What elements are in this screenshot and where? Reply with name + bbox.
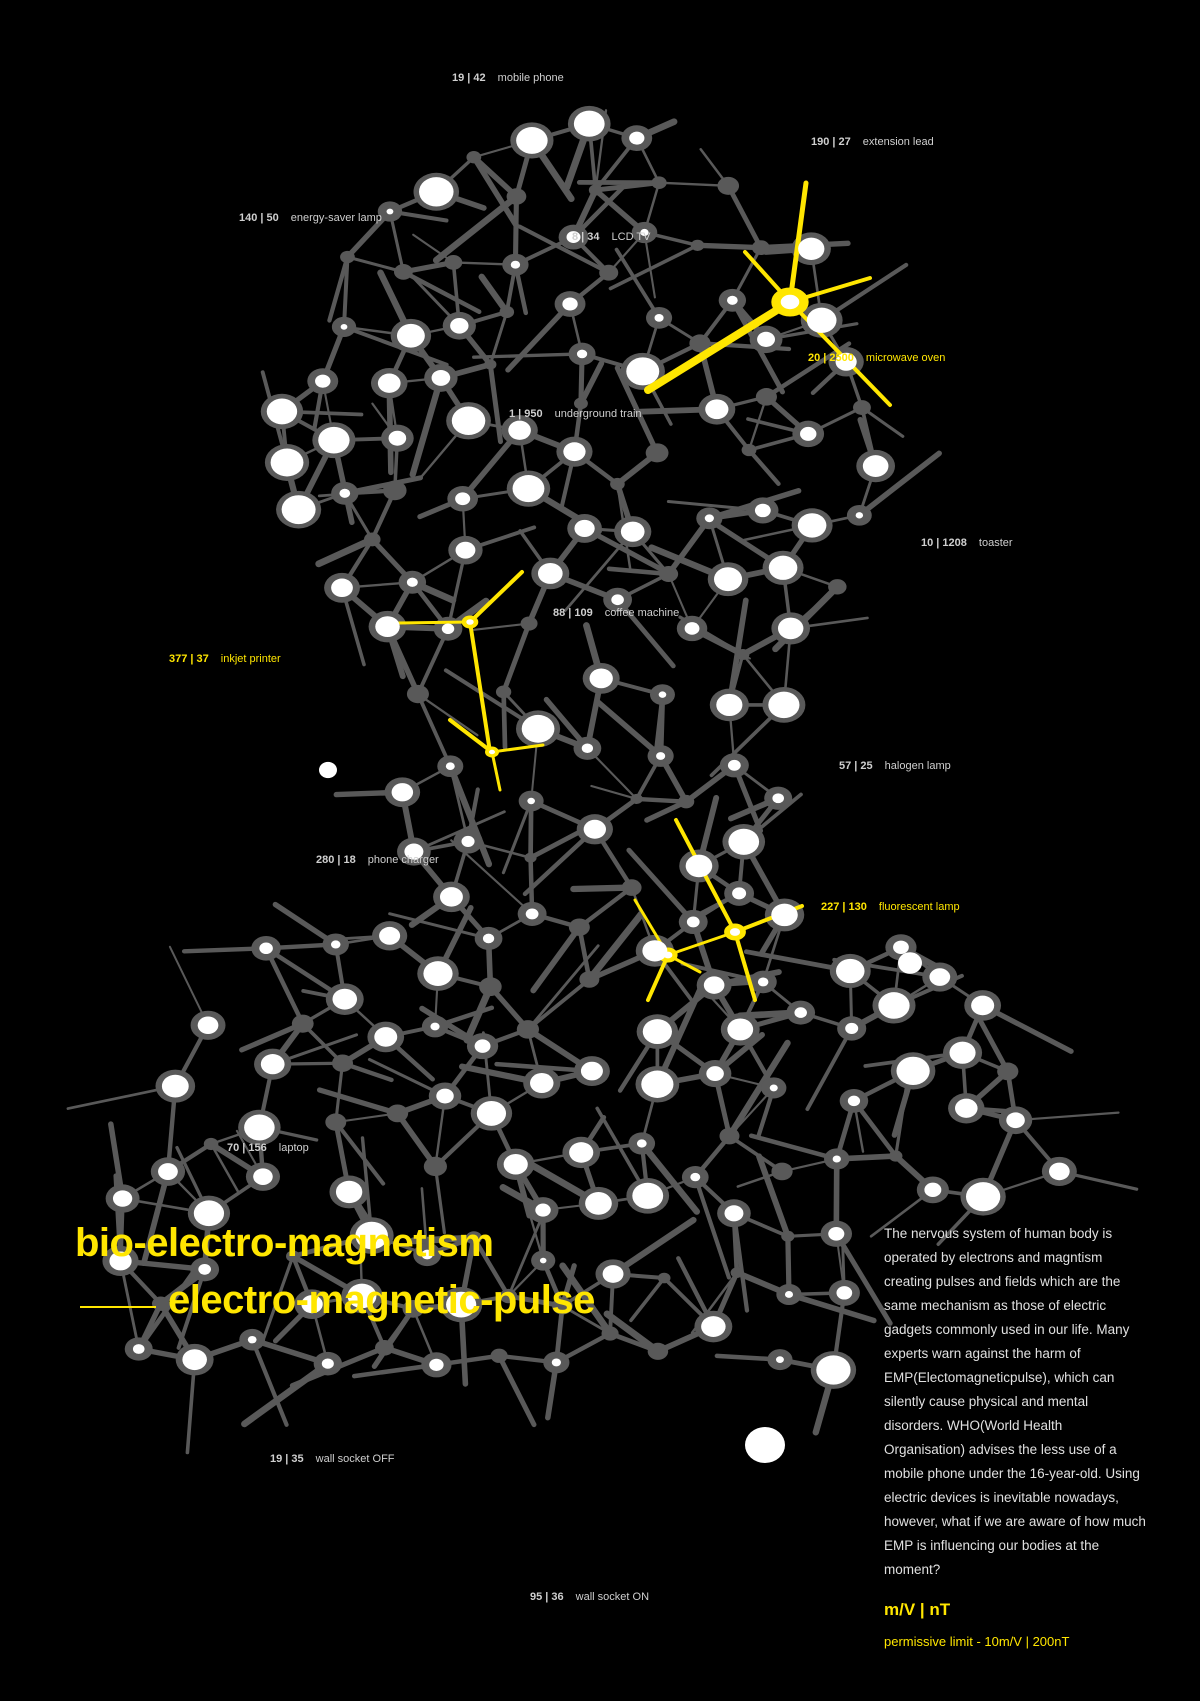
dendrite-line (977, 1014, 1008, 1071)
neuron-body (717, 177, 739, 195)
dendrite-line (503, 801, 531, 873)
cell-nucleus (966, 1182, 1000, 1211)
cell-nucleus (513, 475, 545, 502)
neuron-body (479, 977, 502, 996)
neuron-body (678, 795, 694, 809)
cell-nucleus (863, 455, 889, 477)
neuron-body (646, 443, 669, 462)
permissive-limit: permissive limit - 10m/V | 200nT (884, 1634, 1070, 1649)
cell-nucleus (656, 752, 665, 760)
cell-nucleus (198, 1016, 219, 1034)
cell-nucleus (655, 314, 664, 322)
label-phone-charger: 280 | 18 phone charger (316, 854, 439, 866)
cell-nucleus (562, 297, 577, 310)
cell-nucleus (755, 504, 771, 517)
label-wall-socket-on: 95 | 36 wall socket ON (530, 1591, 650, 1603)
label-laptop: 70 | 156 laptop (227, 1142, 309, 1154)
cell-nucleus (530, 1073, 554, 1093)
label-coffee-machine: 88 | 109 coffee machine (553, 607, 680, 619)
cell-nucleus (585, 1192, 612, 1215)
cell-nucleus (1049, 1163, 1070, 1181)
neuron-body (651, 176, 666, 189)
highlight-nucleus (489, 749, 496, 755)
cell-nucleus (267, 399, 297, 425)
dendrite-line (751, 1136, 837, 1159)
cell-nucleus (816, 1355, 850, 1384)
cell-nucleus (705, 514, 714, 522)
cell-nucleus (798, 238, 824, 260)
cell-nucleus (621, 522, 645, 542)
cell-nucleus (687, 917, 700, 928)
cell-nucleus (848, 1096, 860, 1106)
cell-nucleus (758, 977, 769, 986)
cell-nucleus (794, 1007, 807, 1018)
label-toaster: 10 | 1208 toaster (921, 537, 1013, 549)
cell-nucleus (798, 513, 827, 537)
cell-nucleus (455, 492, 470, 505)
neuron-body (589, 185, 602, 196)
cell-nucleus (807, 308, 837, 333)
neuron-body (407, 685, 429, 703)
neuron-body (340, 251, 355, 263)
cell-nucleus (133, 1344, 145, 1354)
cell-nucleus (374, 1027, 397, 1047)
cell-nucleus (432, 370, 451, 386)
connection-line (698, 245, 761, 247)
cell-nucleus (757, 332, 775, 347)
cell-nucleus (483, 934, 494, 944)
cell-nucleus (508, 421, 531, 440)
cell-nucleus (776, 1356, 784, 1363)
dendrite-line (320, 1090, 398, 1113)
title-line-1: bio-electro-magnetism (75, 1221, 494, 1265)
cell-nucleus (332, 989, 357, 1010)
neuron-body (325, 1113, 346, 1130)
label-lcd-tv: 8 | 34 LCD TV (572, 231, 651, 243)
floating-cell (319, 762, 337, 778)
cell-nucleus (949, 1042, 975, 1064)
label-halogen-lamp: 57 | 25 halogen lamp (839, 760, 951, 772)
neuron-body (781, 1231, 794, 1242)
neuron-body (332, 1054, 353, 1071)
cell-nucleus (971, 996, 994, 1016)
cell-nucleus (1006, 1112, 1025, 1128)
connection-line (728, 186, 761, 248)
cell-nucleus (397, 324, 425, 348)
cell-nucleus (785, 1291, 793, 1298)
cell-nucleus (584, 820, 606, 839)
connection-line (504, 624, 529, 692)
units-legend: m/V | nT (884, 1600, 951, 1619)
cell-nucleus (322, 1359, 334, 1369)
neuron-body (517, 1020, 539, 1039)
cell-nucleus (259, 943, 273, 955)
cell-nucleus (924, 1183, 941, 1197)
cell-nucleus (769, 556, 798, 580)
label-wall-socket-off: 19 | 35 wall socket OFF (270, 1453, 395, 1465)
neuron-body (828, 579, 846, 594)
highlight-branch (398, 622, 470, 623)
cell-nucleus (538, 563, 563, 584)
cell-nucleus (339, 489, 350, 498)
cell-nucleus (629, 132, 644, 145)
cell-nucleus (446, 762, 455, 770)
dendrite-line (611, 245, 698, 288)
cell-nucleus (158, 1163, 178, 1180)
neuron-body (736, 649, 749, 660)
neuron-body (889, 1150, 902, 1161)
cell-nucleus (728, 829, 759, 855)
cell-nucleus (727, 296, 738, 305)
cell-nucleus (768, 692, 799, 719)
highlight-branch (492, 752, 500, 790)
cell-nucleus (452, 407, 486, 435)
cell-nucleus (643, 1019, 672, 1044)
label-fluorescent-lamp: 227 | 130 fluorescent lamp (821, 901, 960, 913)
neuron-body (424, 1157, 447, 1176)
cell-nucleus (955, 1099, 978, 1118)
cell-nucleus (113, 1190, 132, 1206)
neuron-body (599, 265, 618, 281)
cell-nucleus (540, 1258, 547, 1264)
highlight-nucleus (466, 619, 474, 626)
cell-nucleus (442, 623, 454, 634)
neuron-body (997, 1063, 1018, 1081)
cell-nucleus (282, 495, 316, 524)
neuron-body (579, 971, 599, 988)
highlight-branch (470, 572, 522, 622)
cell-nucleus (590, 668, 613, 688)
neuron-body (525, 853, 537, 863)
label-mobile-phone: 19 | 42 mobile phone (452, 72, 564, 84)
cell-nucleus (429, 1359, 443, 1371)
neuron-body (292, 1015, 314, 1033)
neuron-body (731, 1267, 744, 1278)
cell-nucleus (690, 1173, 700, 1181)
dendrite-line (533, 927, 579, 990)
cell-nucleus (456, 542, 476, 559)
cell-nucleus (475, 1039, 491, 1052)
cell-nucleus (248, 1336, 257, 1343)
cell-nucleus (728, 760, 741, 771)
floating-cell (898, 952, 922, 974)
cell-nucleus (271, 449, 304, 477)
neuron-body (658, 1273, 671, 1284)
cell-nucleus (706, 1066, 724, 1081)
cell-nucleus (331, 579, 353, 597)
cell-nucleus (522, 715, 555, 743)
neuron-body (602, 1326, 619, 1340)
cell-nucleus (771, 904, 798, 927)
cell-nucleus (896, 1057, 929, 1085)
cell-nucleus (430, 1023, 439, 1031)
cell-nucleus (637, 1139, 647, 1147)
dendrite-line (631, 1278, 664, 1320)
dendrite-line (598, 702, 661, 756)
cell-nucleus (836, 959, 865, 983)
cell-nucleus (611, 594, 624, 605)
cell-nucleus (582, 743, 593, 753)
cell-nucleus (714, 567, 742, 591)
cell-nucleus (563, 442, 585, 461)
neuron-body (631, 794, 643, 804)
cell-nucleus (800, 427, 816, 441)
cell-nucleus (828, 1227, 844, 1241)
neuron-body (394, 264, 413, 280)
cell-nucleus (836, 1286, 852, 1299)
neuron-body (742, 444, 757, 456)
neuron-body (569, 918, 590, 935)
dendrite-line (244, 1364, 327, 1424)
cell-nucleus (331, 940, 340, 948)
neuron-body (691, 240, 705, 251)
cell-nucleus (387, 209, 394, 215)
neuron-body (152, 1296, 169, 1310)
cell-nucleus (535, 1204, 550, 1217)
neuron-body (375, 1340, 394, 1356)
dendrite-line (499, 1356, 534, 1425)
neuron-body (484, 359, 496, 369)
cell-nucleus (659, 691, 667, 697)
cell-nucleus (845, 1023, 858, 1034)
cell-nucleus (878, 992, 909, 1019)
highlight-branch (735, 932, 755, 1000)
cell-nucleus (603, 1265, 624, 1283)
floating-cell (745, 1427, 785, 1463)
neuron-body (383, 481, 407, 501)
neuron-body (853, 400, 871, 415)
cell-nucleus (253, 1168, 273, 1185)
title-line-2: electro-magnetic-pulse (168, 1278, 595, 1322)
neuron-body (507, 188, 527, 204)
cell-nucleus (318, 427, 349, 454)
cell-nucleus (685, 622, 700, 635)
connection-line (579, 888, 631, 928)
label-microwave-oven: 20 | 2500 microwave oven (808, 352, 946, 364)
cell-nucleus (642, 940, 667, 961)
cell-nucleus (419, 177, 454, 206)
cell-nucleus (704, 976, 725, 994)
dendrite-line (749, 450, 778, 484)
dendrite-line (482, 277, 507, 312)
neuron-body (756, 388, 777, 406)
neuron-body (387, 1104, 408, 1122)
cell-nucleus (626, 357, 659, 385)
cell-nucleus (527, 798, 535, 804)
cell-nucleus (552, 1359, 561, 1367)
label-extension-lead: 190 | 27 extension lead (811, 136, 934, 148)
cell-nucleus (182, 1349, 207, 1370)
title-rule (80, 1306, 156, 1308)
cell-nucleus (261, 1054, 285, 1074)
cell-nucleus (477, 1101, 506, 1126)
cell-nucleus (450, 318, 468, 334)
cell-nucleus (632, 1183, 663, 1209)
neuron-body (648, 1343, 669, 1360)
cell-nucleus (686, 855, 713, 878)
cell-nucleus (379, 927, 400, 945)
neuron-body (719, 1128, 739, 1145)
cell-nucleus (770, 1085, 778, 1092)
neuron-body (466, 151, 481, 163)
dendrite-line (474, 354, 582, 357)
highlight-nucleus (780, 294, 800, 309)
cell-nucleus (341, 324, 348, 330)
cell-nucleus (577, 350, 587, 359)
cell-nucleus (244, 1114, 275, 1140)
cell-nucleus (574, 111, 605, 137)
cell-nucleus (375, 616, 399, 637)
neuron-body (521, 616, 538, 630)
cell-nucleus (336, 1181, 362, 1203)
cell-nucleus (511, 261, 520, 269)
highlight-nucleus (729, 928, 740, 937)
cell-nucleus (778, 618, 803, 640)
cell-nucleus (436, 1089, 453, 1104)
cell-nucleus (701, 1316, 726, 1337)
cell-nucleus (461, 836, 474, 847)
neuron-body (496, 685, 511, 698)
cell-nucleus (856, 512, 863, 518)
neuron-body (444, 255, 462, 270)
label-energy-saver-lamp: 140 | 50 energy-saver lamp (239, 212, 382, 224)
cell-nucleus (727, 1018, 753, 1040)
label-inkjet-printer: 377 | 37 inkjet printer (169, 653, 281, 665)
cell-nucleus (929, 968, 950, 986)
neuron-body (610, 478, 625, 490)
neuron-body (771, 1163, 792, 1181)
cell-nucleus (389, 431, 407, 446)
cell-nucleus (716, 694, 742, 716)
cell-nucleus (705, 399, 728, 419)
neuron-body (622, 879, 642, 896)
cell-nucleus (378, 374, 401, 393)
cell-nucleus (732, 887, 746, 899)
cell-nucleus (162, 1075, 189, 1098)
cell-nucleus (581, 1062, 603, 1081)
neuron-body (659, 566, 678, 582)
cell-nucleus (423, 961, 452, 986)
neuron-body (752, 240, 770, 255)
dendrite-line (504, 692, 505, 747)
cell-nucleus (574, 520, 594, 537)
cell-nucleus (724, 1205, 743, 1221)
cell-nucleus (893, 941, 909, 954)
cell-nucleus (315, 375, 330, 388)
cell-nucleus (833, 1155, 841, 1162)
cell-nucleus (526, 908, 539, 919)
cell-nucleus (569, 1142, 593, 1163)
dendrite-line (490, 364, 500, 441)
cell-nucleus (392, 783, 414, 801)
neuron-body (499, 306, 514, 318)
cell-nucleus (440, 887, 463, 906)
cell-nucleus (641, 1071, 673, 1098)
neuron-body (204, 1138, 219, 1150)
cell-nucleus (516, 127, 548, 154)
neuron-body (364, 532, 381, 546)
neuron-body (491, 1349, 508, 1363)
cell-nucleus (504, 1154, 528, 1175)
label-underground-train: 1 | 950 underground train (509, 408, 642, 420)
cell-nucleus (772, 793, 784, 803)
description-text: The nervous system of human body is operated by electrons and magntism creating pulses and fields which are the same mechanism as those of electric gadgets commonly used in our life. Many experts warn against the harm of EMP(Electomagneticpulse), which can silently cause physical and mental disorders. WHO(World Health Organisation) advises the less use of a mobile phone under the 16-year-old. Using electric devices is inevitable nowadays, however, what if we are aware of how much EMP is influencing our bodies at the moment? (884, 1226, 1146, 1577)
cell-nucleus (407, 578, 418, 587)
